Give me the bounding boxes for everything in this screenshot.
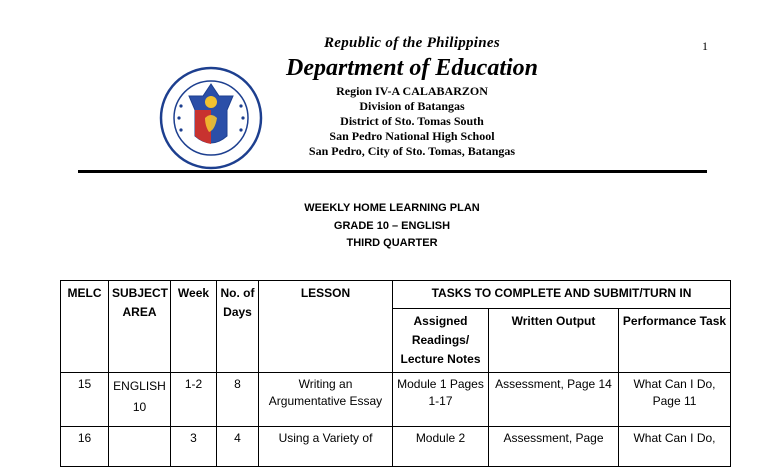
header-rule — [78, 170, 707, 173]
region-line: Region IV-A CALABARZON — [336, 84, 488, 98]
plan-quarter: THIRD QUARTER — [346, 237, 438, 249]
cell-written: Assessment, Page — [489, 427, 619, 467]
header-subject-area: SUBJECT AREA — [109, 281, 171, 373]
plan-title: WEEKLY HOME LEARNING PLAN — [304, 202, 480, 214]
header-week: Week — [171, 281, 217, 373]
cell-readings: Module 1 Pages 1-17 — [393, 373, 489, 427]
department-name: Department of Education — [285, 55, 538, 81]
republic-line: Republic of the Philippines — [323, 35, 501, 51]
letterhead — [262, 33, 562, 159]
header-tasks: TASKS TO COMPLETE AND SUBMIT/TURN IN — [393, 281, 731, 309]
cell-week: 1-2 — [171, 373, 217, 427]
page-number: 1 — [702, 39, 708, 53]
cell-lesson: Writing an Argumentative Essay — [259, 373, 393, 427]
deped-seal — [159, 66, 263, 170]
cell-days: 8 — [217, 373, 259, 427]
cell-melc: 16 — [61, 427, 109, 467]
cell-week: 3 — [171, 427, 217, 467]
cell-written: Assessment, Page 14 — [489, 373, 619, 427]
cell-melc: 15 — [61, 373, 109, 427]
table-row — [61, 373, 731, 427]
cell-lesson: Using a Variety of — [259, 427, 393, 467]
address-line: San Pedro, City of Sto. Tomas, Batangas — [308, 144, 516, 158]
header-lesson: LESSON — [259, 281, 393, 373]
header-performance-task: Performance Task — [619, 309, 731, 373]
plan-grade: GRADE 10 – ENGLISH — [333, 220, 451, 232]
cell-readings: Module 2 — [393, 427, 489, 467]
learning-plan-table — [60, 280, 731, 467]
header-assigned-readings: Assigned Readings/ Lecture Notes — [393, 309, 489, 373]
table-row — [61, 427, 731, 467]
header-no-of-days: No. of Days — [217, 281, 259, 373]
header-written-output: Written Output — [489, 309, 619, 373]
cell-performance: What Can I Do, Page 11 — [619, 373, 731, 427]
cell-subject: ENGLISH 10 — [109, 373, 171, 427]
school-line: San Pedro National High School — [329, 129, 495, 143]
cell-days: 4 — [217, 427, 259, 467]
header-melc: MELC — [61, 281, 109, 373]
district-line: District of Sto. Tomas South — [340, 114, 484, 128]
cell-subject — [109, 427, 171, 467]
division-line: Division of Batangas — [359, 99, 465, 113]
cell-performance: What Can I Do, — [619, 427, 731, 467]
